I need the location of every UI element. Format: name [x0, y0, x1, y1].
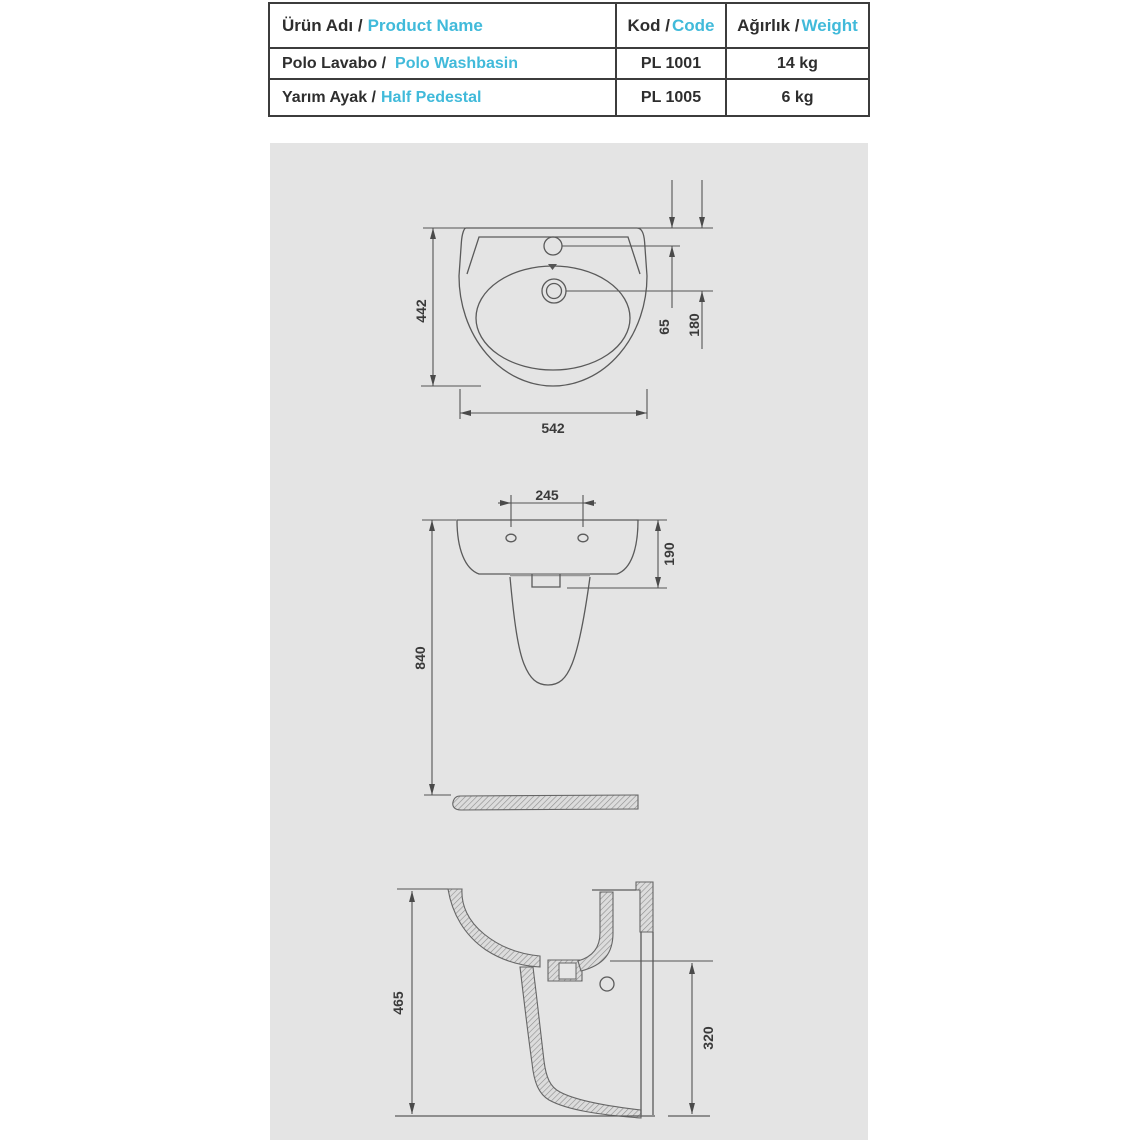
- half-pedestal-outline: [510, 577, 590, 685]
- washbasin-weight: 14 kg: [727, 49, 868, 80]
- pedestal-code: PL 1005: [617, 80, 727, 115]
- header-product-name-en: Product Name: [367, 15, 483, 35]
- pedestal-weight: 6 kg: [781, 88, 814, 106]
- drain-inner: [547, 284, 562, 299]
- washbasin-name-tr: Polo Lavabo /: [282, 54, 387, 72]
- dim-label-320: 320: [700, 1026, 716, 1050]
- washbasin-technical-drawing: [270, 143, 868, 1140]
- basin-section: [448, 889, 540, 967]
- header-weight-tr: Ağırlık /: [737, 15, 800, 35]
- technical-drawing-panel: [270, 143, 868, 1140]
- top-view: [413, 180, 713, 436]
- dim-label-180: 180: [686, 313, 702, 337]
- basin-outline-top-view: [459, 228, 647, 386]
- dim-label-190: 190: [661, 542, 677, 566]
- dim-label-65: 65: [656, 319, 672, 335]
- tap-hole: [544, 237, 562, 255]
- basin-bowl: [476, 266, 630, 370]
- header-weight-en: Weight: [801, 15, 858, 35]
- floor-section: [453, 795, 638, 810]
- fixing-hole-section: [600, 977, 614, 991]
- product-spec-table: [268, 2, 870, 117]
- header-code-en: Code: [672, 15, 715, 35]
- pedestal-name-tr: Yarım Ayak /: [282, 88, 376, 106]
- basin-back-section: [578, 892, 613, 971]
- pedestal-section: [520, 967, 641, 1118]
- basin-outline-front-view: [457, 520, 638, 574]
- dim-label-442: 442: [413, 299, 429, 323]
- header-code: [617, 4, 727, 49]
- wall-bracket-section: [636, 882, 653, 932]
- overflow-mark: [548, 264, 557, 270]
- row-washbasin-name: [270, 49, 617, 80]
- header-product-name: [270, 4, 617, 49]
- fixing-hole-right: [578, 534, 588, 542]
- washbasin-code: PL 1001: [617, 49, 727, 80]
- header-code-tr: Kod /: [627, 15, 670, 35]
- fixing-hole-left: [506, 534, 516, 542]
- dim-label-245: 245: [535, 487, 559, 503]
- side-section-view: [390, 882, 716, 1118]
- drain-outer: [542, 279, 566, 303]
- row-pedestal-name: [270, 80, 617, 115]
- front-view: [412, 487, 677, 810]
- dim-label-465: 465: [390, 991, 406, 1015]
- header-product-name-tr: Ürün Adı /: [282, 15, 363, 35]
- washbasin-name-en: Polo Washbasin: [395, 54, 518, 72]
- drain-hole-section: [559, 963, 576, 979]
- header-weight: [727, 4, 868, 49]
- dim-label-840: 840: [412, 646, 428, 670]
- dim-label-542: 542: [541, 420, 565, 436]
- pedestal-name-en: Half Pedestal: [380, 88, 482, 106]
